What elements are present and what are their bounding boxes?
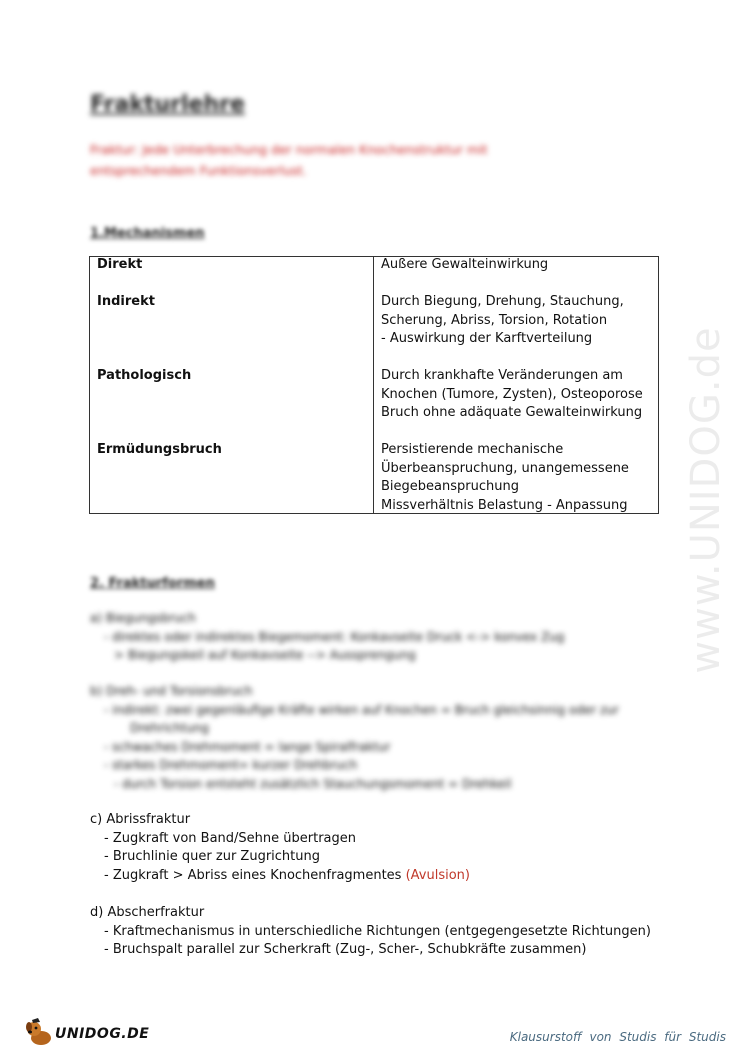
row-description-line: Durch krankhafte Veränderungen am <box>381 368 623 383</box>
list-item: - durch Torsion entsteht zusätzlich Stauchungsmoment = Drehkeil <box>114 776 512 791</box>
section-heading-mechanisms: 1.Mechanismen <box>90 226 205 241</box>
row-description-line: Durch Biegung, Drehung, Stauchung, <box>381 294 624 309</box>
row-description <box>381 256 656 275</box>
logo-text: UNIDOG.DE <box>55 1026 150 1042</box>
list-item: - indirekt: zwei gegenläufige Kräfte wirken auf Knochen = Bruch gleichsinnig oder zur <box>104 702 619 717</box>
list-item: Drehrichtung <box>130 721 209 735</box>
subsection-shear-fracture <box>90 904 651 960</box>
row-description-line: - Auswirkung der Karftverteilung <box>381 331 593 346</box>
subsection-torsion-fracture <box>90 682 619 793</box>
row-description <box>381 293 656 349</box>
subsection-title: d) Abscherfraktur <box>90 905 205 920</box>
table-divider <box>373 257 374 513</box>
row-description-line: Überbeanspruchung, unangemessene <box>381 460 629 476</box>
list-item: > Biegungskeil auf Konkavseite --> Aussprengung <box>114 648 416 662</box>
row-description <box>381 441 656 514</box>
row-term: Indirekt <box>97 294 155 309</box>
row-description-line: Bruch ohne adäquate Gewalteinwirkung <box>381 405 643 420</box>
row-term: Ermüdungsbruch <box>97 442 222 457</box>
subsection-bending-fracture <box>90 609 564 665</box>
list-item: - Zugkraft von Band/Sehne übertragen <box>104 830 357 846</box>
list-item: - starkes Drehmoment= kurzer Drehbruch <box>104 758 358 772</box>
list-item: - schwaches Drehmoment = lange Spiralfraktur <box>104 739 391 754</box>
row-description <box>381 367 656 423</box>
definition-text: Fraktur: Jede Unterbrechung der normalen Knochenstruktur mit entsprechendem Funktionsverlust. <box>90 142 488 178</box>
watermark-text: www.UNIDOG.de <box>683 326 729 674</box>
subsection-title: b) Dreh- und Torsionsbruch <box>90 684 253 698</box>
row-description-line: Missverhältnis Belastung - Anpassung <box>381 497 628 513</box>
mechanisms-table <box>89 256 659 514</box>
section-heading-fracture-forms: 2. Frakturformen <box>90 576 215 591</box>
list-item: - Kraftmechanismus in unterschiedliche Richtungen (entgegengesetzte Richtungen) <box>104 923 651 939</box>
row-description-line: Scherung, Abriss, Torsion, Rotation <box>381 312 608 328</box>
list-item: - direktes oder indirektes Biegemoment: Konkavseite Druck <-> konvex Zug <box>104 629 565 644</box>
subsection-title: c) Abrissfraktur <box>90 812 191 827</box>
avulsion-highlight: (Avulsion) <box>405 867 470 883</box>
subsection-avulsion-fracture <box>90 811 470 885</box>
footer-tagline: Klausurstoff von Studis für Studis <box>509 1030 726 1044</box>
row-term: Pathologisch <box>97 368 192 383</box>
list-item: - Bruchlinie quer zur Zugrichtung <box>104 849 320 864</box>
row-term: Direkt <box>97 257 143 272</box>
row-description-line: Persistierende mechanische <box>381 442 564 457</box>
list-item-text: - Zugkraft > Abriss eines Knochenfragmentes <box>104 867 406 883</box>
page-title: Frakturlehre <box>90 92 245 117</box>
row-description-line: Äußere Gewalteinwirkung <box>381 257 549 272</box>
row-description-line: Biegebeanspruchung <box>381 479 519 494</box>
list-item: - Bruchspalt parallel zur Scherkraft (Zug-, Scher-, Schubkräfte zusammen) <box>104 942 587 957</box>
dog-icon <box>24 1018 54 1048</box>
row-description-line: Knochen (Tumore, Zysten), Osteoporose <box>381 386 643 402</box>
subsection-title: a) Biegungsbruch <box>90 611 196 625</box>
list-item <box>90 867 470 886</box>
